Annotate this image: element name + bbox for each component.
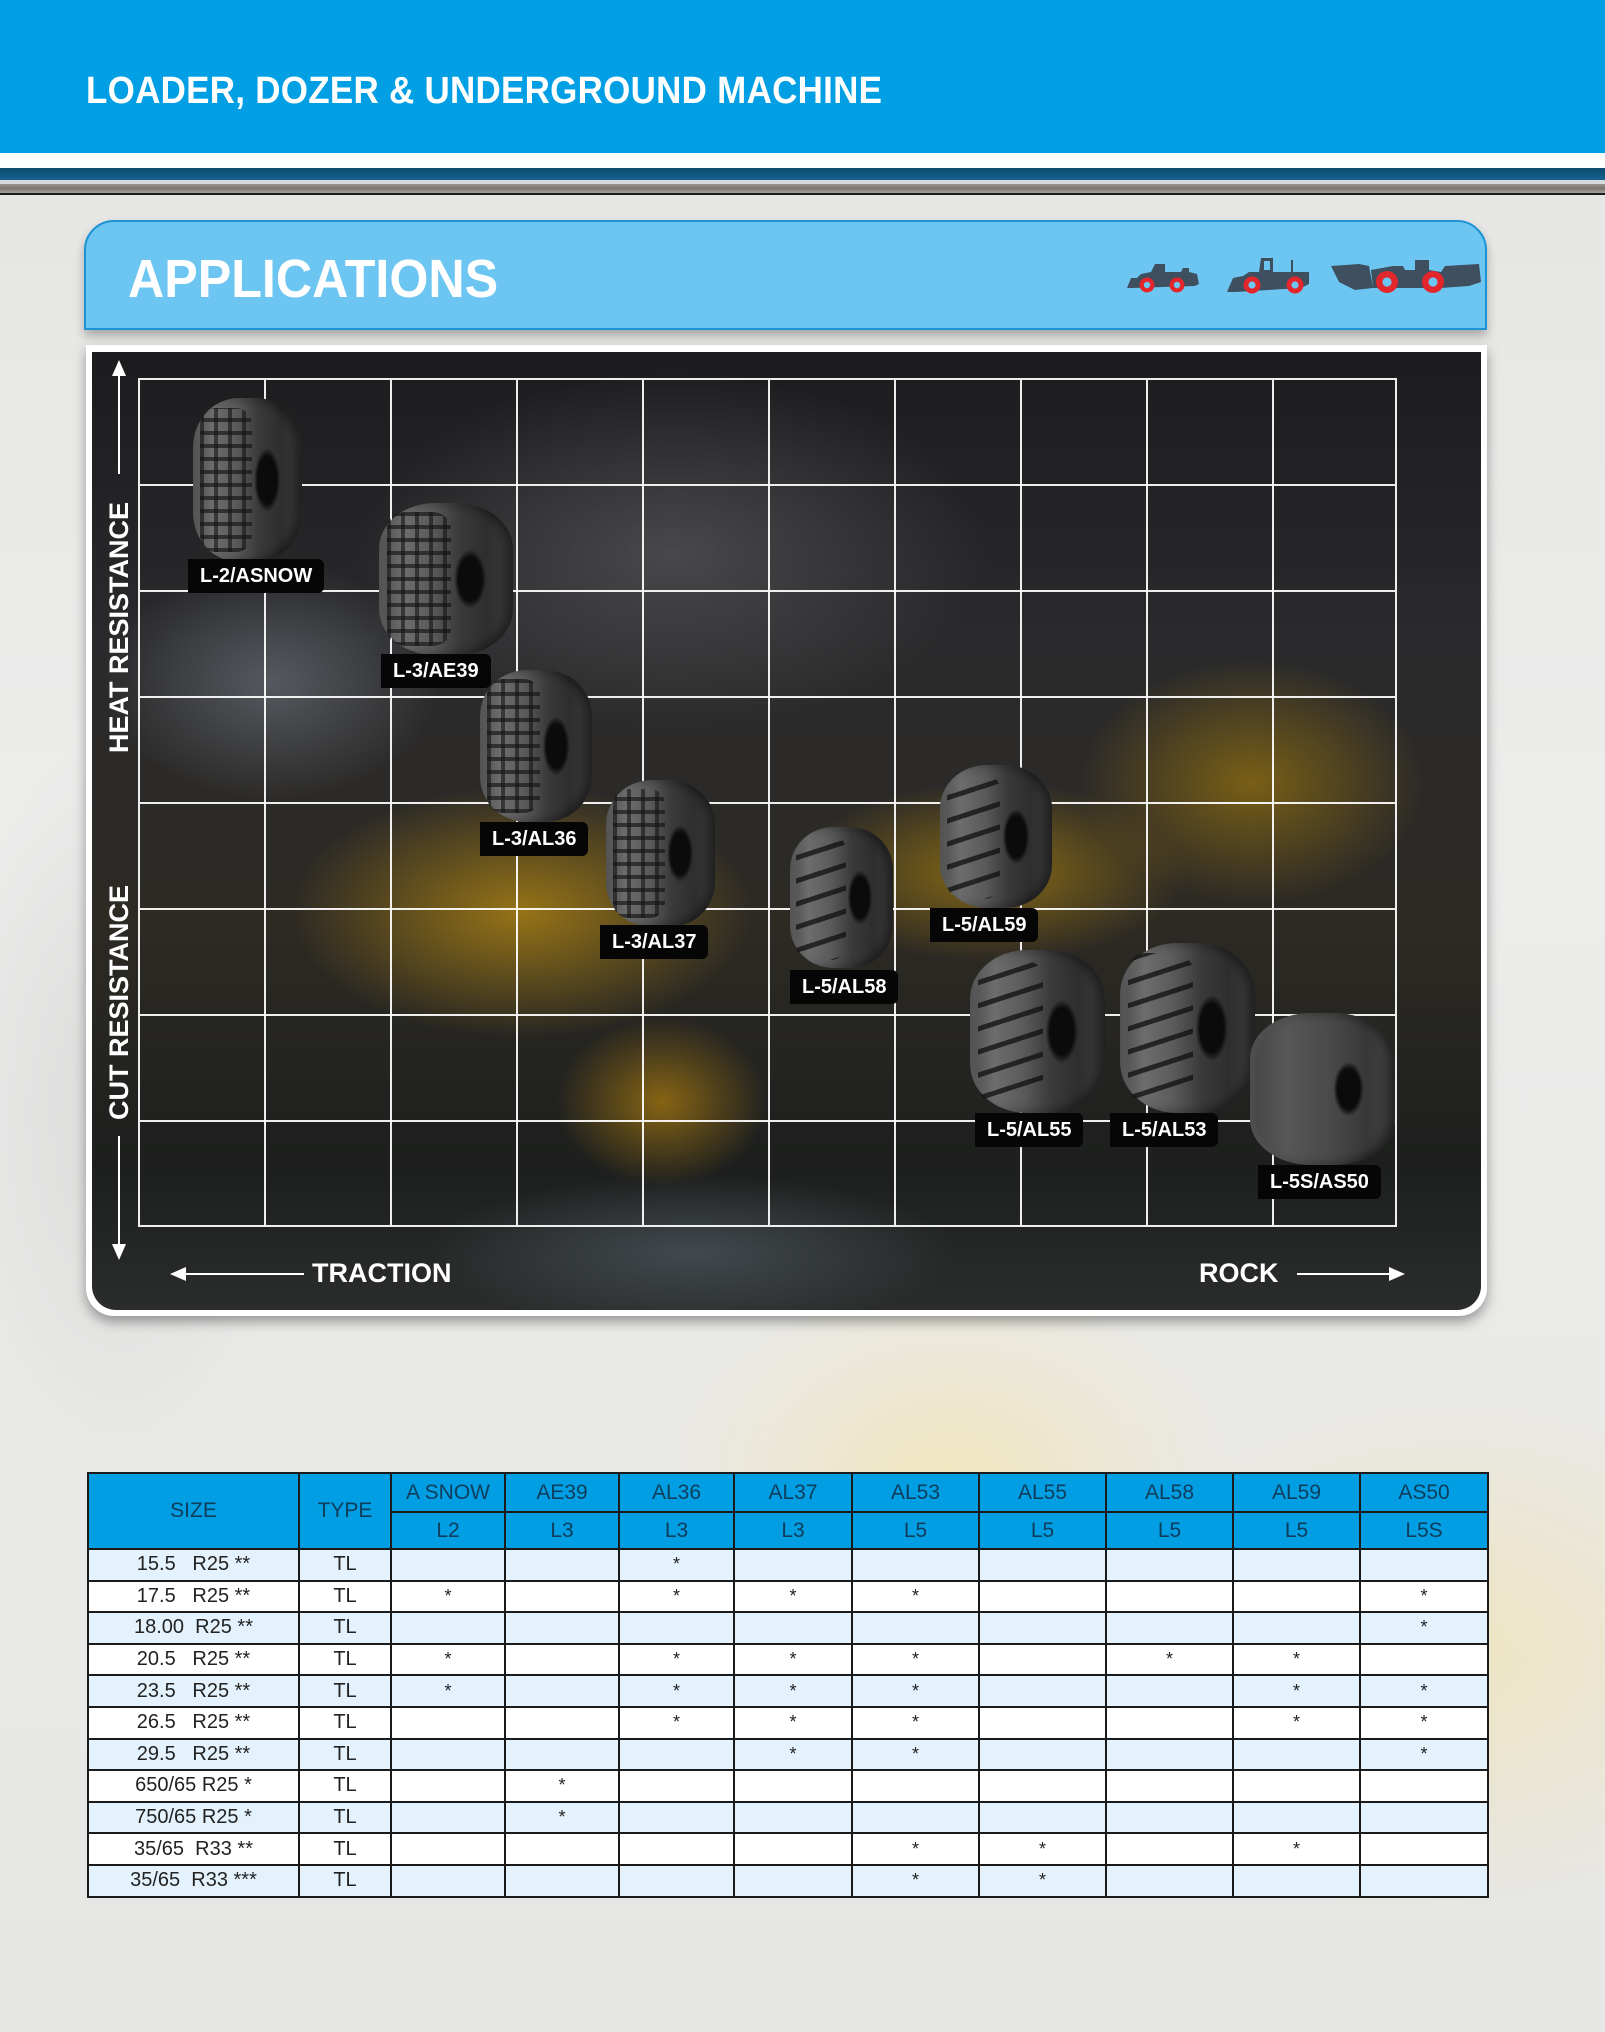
applications-banner [84, 220, 1487, 330]
cell-availability-mark [391, 1707, 505, 1739]
cell-availability-mark: * [1233, 1675, 1360, 1707]
cell-availability-mark: * [391, 1644, 505, 1676]
column-header-pattern: AL59 [1233, 1473, 1360, 1512]
cell-availability-mark [1233, 1581, 1360, 1613]
tire-label-al59: L-5/AL59 [930, 908, 1038, 942]
cell-availability-mark: * [1360, 1707, 1488, 1739]
cell-availability-mark [505, 1675, 619, 1707]
cell-availability-mark: * [852, 1644, 979, 1676]
cell-availability-mark: * [505, 1770, 619, 1802]
cell-availability-mark: * [1106, 1644, 1233, 1676]
top-header-band [0, 0, 1605, 153]
cell-availability-mark [1106, 1549, 1233, 1581]
cell-availability-mark [391, 1833, 505, 1865]
cell-availability-mark: * [852, 1675, 979, 1707]
cell-availability-mark: * [619, 1581, 734, 1613]
cell-size: 26.5 R25 ** [88, 1707, 299, 1739]
cell-availability-mark: * [734, 1581, 852, 1613]
underground-loader-icon [1329, 252, 1485, 298]
cell-availability-mark [1233, 1739, 1360, 1771]
cell-availability-mark [505, 1707, 619, 1739]
cell-type: TL [299, 1707, 391, 1739]
cell-availability-mark [1360, 1770, 1488, 1802]
table-row [88, 1707, 1488, 1739]
cell-availability-mark [391, 1739, 505, 1771]
cell-availability-mark [979, 1739, 1106, 1771]
cell-size: 15.5 R25 ** [88, 1549, 299, 1581]
column-header-tra: L5S [1360, 1512, 1488, 1549]
cell-availability-mark [391, 1865, 505, 1897]
size-pattern-table [87, 1472, 1489, 1898]
cell-availability-mark [1233, 1770, 1360, 1802]
table-row [88, 1833, 1488, 1865]
cell-availability-mark [505, 1833, 619, 1865]
cell-availability-mark [1233, 1802, 1360, 1834]
table-body [88, 1549, 1488, 1897]
tire-label-as50: L-5S/AS50 [1258, 1165, 1381, 1199]
column-header-size: SIZE [88, 1473, 299, 1549]
table-row [88, 1770, 1488, 1802]
cell-availability-mark [619, 1739, 734, 1771]
cell-availability-mark: * [505, 1802, 619, 1834]
cell-availability-mark [979, 1612, 1106, 1644]
cell-size: 29.5 R25 ** [88, 1739, 299, 1771]
cell-availability-mark: * [1233, 1833, 1360, 1865]
arrow-right-icon [1389, 1267, 1405, 1281]
cell-size: 650/65 R25 * [88, 1770, 299, 1802]
cell-availability-mark [505, 1612, 619, 1644]
cell-availability-mark: * [619, 1675, 734, 1707]
table-row [88, 1865, 1488, 1897]
cell-availability-mark: * [1360, 1739, 1488, 1771]
cell-availability-mark [1106, 1612, 1233, 1644]
cell-availability-mark [734, 1612, 852, 1644]
cell-availability-mark [505, 1644, 619, 1676]
cell-availability-mark [1360, 1549, 1488, 1581]
cell-availability-mark [1106, 1675, 1233, 1707]
tire-label-al58: L-5/AL58 [790, 970, 898, 1004]
divider-stripe [0, 153, 1605, 168]
cell-availability-mark [979, 1581, 1106, 1613]
cell-availability-mark [391, 1770, 505, 1802]
tire-image-asnow [193, 398, 302, 562]
column-header-pattern: AL53 [852, 1473, 979, 1512]
y-axis-line-top [118, 374, 120, 474]
cell-availability-mark [505, 1549, 619, 1581]
column-header-pattern: AL58 [1106, 1473, 1233, 1512]
column-header-pattern: AL36 [619, 1473, 734, 1512]
cell-availability-mark [852, 1549, 979, 1581]
tire-image-al36 [480, 670, 592, 822]
cell-type: TL [299, 1739, 391, 1771]
y-axis-line-bottom [118, 1136, 120, 1246]
cell-availability-mark [619, 1802, 734, 1834]
cell-availability-mark [734, 1833, 852, 1865]
cell-availability-mark [391, 1549, 505, 1581]
x-axis-line-left [184, 1273, 304, 1275]
column-header-tra: L5 [852, 1512, 979, 1549]
cell-availability-mark [1360, 1865, 1488, 1897]
tire-image-al37 [606, 780, 715, 927]
wheel-loader-icon [1125, 258, 1203, 294]
column-header-tra: L5 [1233, 1512, 1360, 1549]
cell-availability-mark: * [1360, 1675, 1488, 1707]
cell-availability-mark: * [734, 1739, 852, 1771]
y-axis-label-heat: HEAT RESISTANCE [104, 501, 134, 753]
cell-availability-mark [1106, 1833, 1233, 1865]
cell-availability-mark [619, 1770, 734, 1802]
column-header-tra: L2 [391, 1512, 505, 1549]
table-row [88, 1739, 1488, 1771]
cell-availability-mark: * [619, 1644, 734, 1676]
divider-stripe [0, 184, 1605, 193]
cell-type: TL [299, 1549, 391, 1581]
cell-availability-mark: * [852, 1833, 979, 1865]
cell-availability-mark: * [852, 1581, 979, 1613]
cell-availability-mark [619, 1612, 734, 1644]
tire-image-al55 [970, 950, 1105, 1113]
table-row [88, 1612, 1488, 1644]
column-header-pattern: AL37 [734, 1473, 852, 1512]
cell-availability-mark [979, 1675, 1106, 1707]
cell-availability-mark: * [852, 1739, 979, 1771]
cell-availability-mark [1106, 1865, 1233, 1897]
cell-availability-mark: * [734, 1707, 852, 1739]
cell-availability-mark [1106, 1707, 1233, 1739]
cell-availability-mark [734, 1770, 852, 1802]
cell-availability-mark [1233, 1612, 1360, 1644]
column-header-tra: L5 [1106, 1512, 1233, 1549]
cell-availability-mark: * [852, 1865, 979, 1897]
cell-type: TL [299, 1675, 391, 1707]
tire-label-al53: L-5/AL53 [1110, 1113, 1218, 1147]
y-axis-label-cut: CUT RESISTANCE [104, 884, 134, 1120]
cell-availability-mark: * [852, 1707, 979, 1739]
cell-availability-mark [1106, 1581, 1233, 1613]
table-row [88, 1549, 1488, 1581]
cell-type: TL [299, 1770, 391, 1802]
cell-availability-mark [979, 1802, 1106, 1834]
cell-availability-mark: * [734, 1675, 852, 1707]
cell-availability-mark [1360, 1644, 1488, 1676]
column-header-pattern: AE39 [505, 1473, 619, 1512]
table-row [88, 1675, 1488, 1707]
tire-image-ae39 [379, 503, 513, 655]
x-axis-line-right [1297, 1273, 1391, 1275]
cell-availability-mark [1360, 1833, 1488, 1865]
column-header-pattern: A SNOW [391, 1473, 505, 1512]
section-heading: APPLICATIONS [128, 249, 499, 309]
cell-availability-mark: * [1233, 1644, 1360, 1676]
tire-label-asnow: L-2/ASNOW [188, 559, 324, 593]
divider-stripe [0, 193, 1605, 195]
column-header-tra: L3 [619, 1512, 734, 1549]
cell-size: 35/65 R33 *** [88, 1865, 299, 1897]
cell-availability-mark [619, 1833, 734, 1865]
table-row [88, 1644, 1488, 1676]
divider-stripe [0, 168, 1605, 180]
cell-size: 750/65 R25 * [88, 1802, 299, 1834]
cell-availability-mark: * [979, 1833, 1106, 1865]
cell-availability-mark [505, 1581, 619, 1613]
tire-label-ae39: L-3/AE39 [381, 654, 491, 688]
x-axis-label-traction: TRACTION [312, 1258, 452, 1288]
chart-background-photo [92, 352, 1481, 1310]
cell-availability-mark [979, 1770, 1106, 1802]
cell-type: TL [299, 1865, 391, 1897]
cell-availability-mark [734, 1865, 852, 1897]
cell-availability-mark [1233, 1549, 1360, 1581]
cell-availability-mark: * [979, 1865, 1106, 1897]
column-header-pattern: AS50 [1360, 1473, 1488, 1512]
cell-size: 23.5 R25 ** [88, 1675, 299, 1707]
cell-availability-mark: * [1360, 1612, 1488, 1644]
cell-availability-mark [979, 1644, 1106, 1676]
cell-availability-mark [391, 1802, 505, 1834]
cell-availability-mark: * [391, 1581, 505, 1613]
cell-availability-mark [1106, 1802, 1233, 1834]
wheel-dozer-icon [1225, 254, 1313, 296]
column-header-pattern: AL55 [979, 1473, 1106, 1512]
tire-label-al37: L-3/AL37 [600, 925, 708, 959]
cell-availability-mark [619, 1865, 734, 1897]
cell-availability-mark [1106, 1739, 1233, 1771]
cell-availability-mark: * [619, 1707, 734, 1739]
column-header-tra: L3 [734, 1512, 852, 1549]
x-axis-label-rock: ROCK [1199, 1258, 1279, 1288]
cell-availability-mark [734, 1802, 852, 1834]
cell-size: 18.00 R25 ** [88, 1612, 299, 1644]
cell-availability-mark [979, 1707, 1106, 1739]
cell-type: TL [299, 1612, 391, 1644]
cell-size: 20.5 R25 ** [88, 1644, 299, 1676]
cell-type: TL [299, 1802, 391, 1834]
cell-availability-mark [1360, 1802, 1488, 1834]
page-title: LOADER, DOZER & UNDERGROUND MACHINE [86, 70, 883, 112]
column-header-tra: L5 [979, 1512, 1106, 1549]
cell-availability-mark [391, 1612, 505, 1644]
column-header-type: TYPE [299, 1473, 391, 1549]
arrow-down-icon [112, 1244, 126, 1260]
tire-image-al53 [1120, 943, 1255, 1113]
tire-image-as50 [1250, 1013, 1395, 1165]
cell-type: TL [299, 1644, 391, 1676]
cell-availability-mark: * [1360, 1581, 1488, 1613]
table-row [88, 1581, 1488, 1613]
cell-size: 35/65 R33 ** [88, 1833, 299, 1865]
table-header-row [88, 1473, 1488, 1512]
cell-availability-mark [979, 1549, 1106, 1581]
cell-availability-mark: * [734, 1644, 852, 1676]
cell-availability-mark [852, 1802, 979, 1834]
cell-availability-mark [505, 1865, 619, 1897]
tire-label-al55: L-5/AL55 [975, 1113, 1083, 1147]
application-chart [86, 345, 1487, 1316]
cell-type: TL [299, 1581, 391, 1613]
tire-label-al36: L-3/AL36 [480, 822, 588, 856]
cell-size: 17.5 R25 ** [88, 1581, 299, 1613]
tire-image-al59 [940, 765, 1052, 908]
table-row [88, 1802, 1488, 1834]
cell-availability-mark: * [391, 1675, 505, 1707]
cell-type: TL [299, 1833, 391, 1865]
cell-availability-mark [852, 1770, 979, 1802]
cell-availability-mark [1233, 1865, 1360, 1897]
cell-availability-mark: * [1233, 1707, 1360, 1739]
cell-availability-mark [1106, 1770, 1233, 1802]
cell-availability-mark [852, 1612, 979, 1644]
cell-availability-mark: * [619, 1549, 734, 1581]
cell-availability-mark [505, 1739, 619, 1771]
column-header-tra: L3 [505, 1512, 619, 1549]
tire-image-al58 [790, 827, 893, 968]
cell-availability-mark [734, 1549, 852, 1581]
